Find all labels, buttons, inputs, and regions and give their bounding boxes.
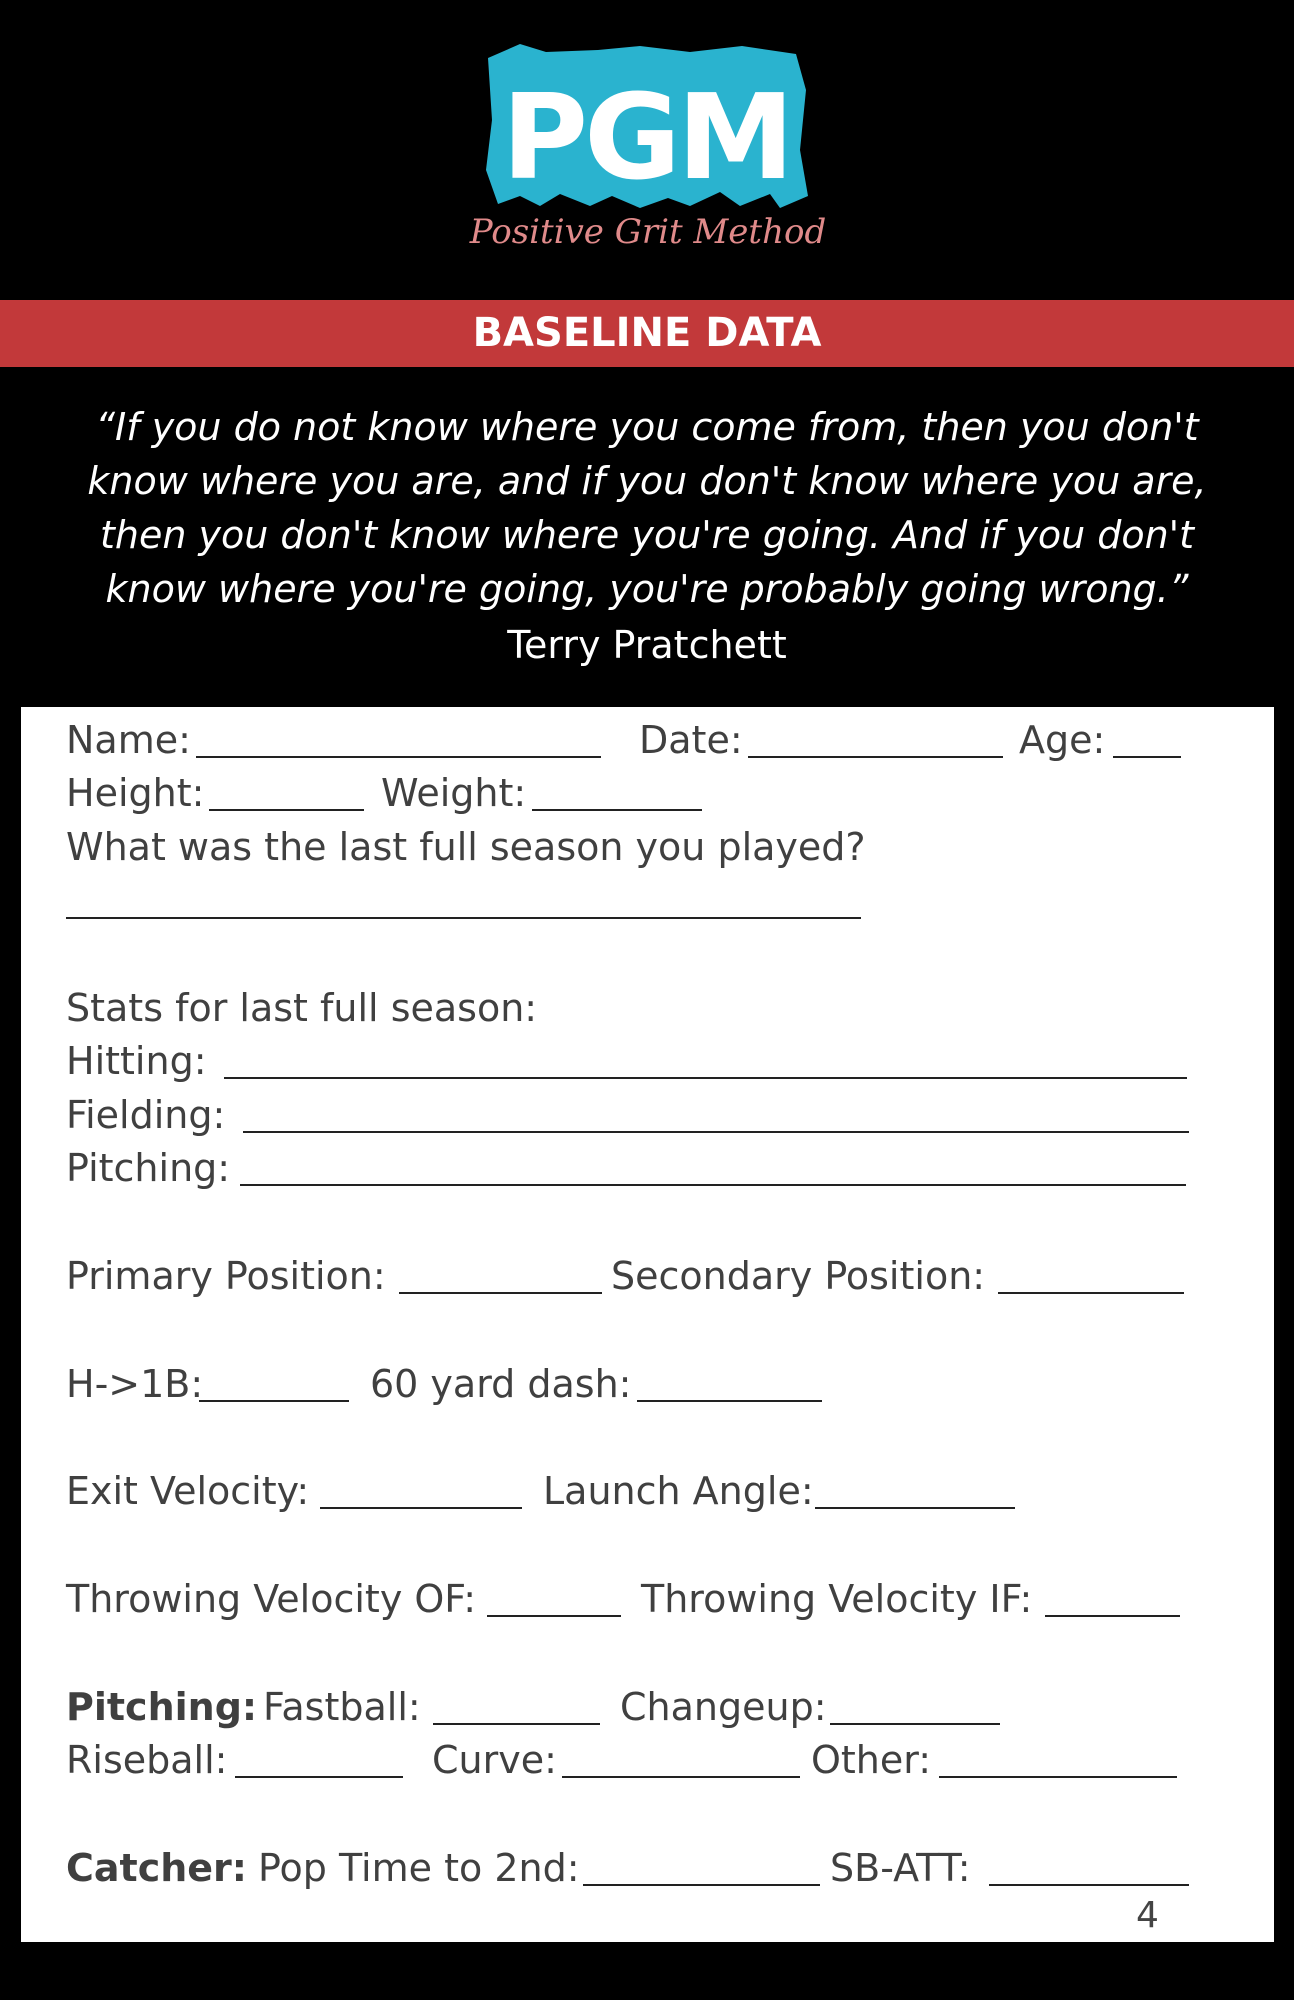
page-number: 4 (1136, 1895, 1159, 1936)
stats-heading: Stats for last full season: (66, 986, 538, 1030)
last-season-question: What was the last full season you played? (66, 825, 866, 869)
exit-velocity-field[interactable] (320, 1507, 522, 1509)
launch-angle-field[interactable] (815, 1507, 1015, 1509)
hitting-field[interactable] (224, 1077, 1187, 1079)
age-field[interactable] (1113, 756, 1181, 758)
baseline-data-banner: BASELINE DATA (0, 300, 1294, 367)
throwing-if-field[interactable] (1045, 1615, 1180, 1617)
quote-text (60, 400, 1234, 616)
quote-line: then you don't know where you're going. And if you don't (99, 513, 1195, 557)
last-season-field[interactable] (66, 917, 861, 919)
changeup-field[interactable] (830, 1723, 1000, 1725)
sixty-yard-label: 60 yard dash: (370, 1362, 632, 1406)
catcher-heading: Catcher: (66, 1846, 247, 1890)
home-to-first-label: H->1B: (66, 1362, 204, 1406)
pgm-letters (486, 44, 808, 208)
pitching-stat-label: Pitching: (66, 1146, 231, 1190)
hitting-label: Hitting: (66, 1039, 207, 1083)
quote-line: know where you are, and if you don't know where you are, (87, 459, 1207, 503)
date-field[interactable] (748, 756, 1003, 758)
riseball-field[interactable] (235, 1776, 403, 1778)
curve-field[interactable] (562, 1776, 800, 1778)
date-label: Date: (639, 718, 743, 762)
sixty-yard-field[interactable] (637, 1400, 822, 1402)
height-field[interactable] (209, 809, 364, 811)
name-field[interactable] (196, 756, 601, 758)
throwing-of-label: Throwing Velocity OF: (66, 1577, 477, 1621)
sb-att-label: SB-ATT: (830, 1846, 971, 1890)
home-to-first-field[interactable] (199, 1400, 349, 1402)
quote-author: Terry Pratchett (507, 623, 787, 667)
pitching-stat-field[interactable] (240, 1184, 1186, 1186)
primary-position-label: Primary Position: (66, 1254, 386, 1298)
age-label: Age: (1019, 718, 1106, 762)
other-field[interactable] (939, 1776, 1177, 1778)
quote-line: “If you do not know where you come from, then you don't (95, 405, 1199, 449)
other-label: Other: (811, 1738, 932, 1782)
weight-label: Weight: (381, 771, 527, 815)
fastball-field[interactable] (433, 1723, 600, 1725)
name-label: Name: (66, 718, 191, 762)
svg-text:PGM: PGM (501, 68, 791, 206)
secondary-position-field[interactable] (998, 1292, 1184, 1294)
quote-line: know where you're going, you're probably going wrong.” (105, 567, 1189, 611)
baseline-form (21, 707, 1274, 1942)
changeup-label: Changeup: (620, 1685, 827, 1729)
curve-label: Curve: (432, 1738, 557, 1782)
logo-tagline: Positive Grit Method (469, 212, 827, 252)
fastball-label: Fastball: (263, 1685, 421, 1729)
primary-position-field[interactable] (399, 1292, 602, 1294)
fielding-field[interactable] (243, 1131, 1189, 1133)
riseball-label: Riseball: (66, 1738, 228, 1782)
pgm-logo (0, 0, 1294, 300)
exit-velocity-label: Exit Velocity: (66, 1469, 310, 1513)
throwing-of-field[interactable] (487, 1615, 621, 1617)
secondary-position-label: Secondary Position: (611, 1254, 986, 1298)
fielding-label: Fielding: (66, 1093, 226, 1137)
launch-angle-label: Launch Angle: (543, 1469, 814, 1513)
sb-att-field[interactable] (989, 1884, 1189, 1886)
pop-time-label: Pop Time to 2nd: (258, 1846, 580, 1890)
weight-field[interactable] (532, 809, 702, 811)
throwing-if-label: Throwing Velocity IF: (641, 1577, 1033, 1621)
height-label: Height: (66, 771, 205, 815)
pop-time-field[interactable] (583, 1884, 820, 1886)
pitching-heading: Pitching: (66, 1685, 258, 1729)
